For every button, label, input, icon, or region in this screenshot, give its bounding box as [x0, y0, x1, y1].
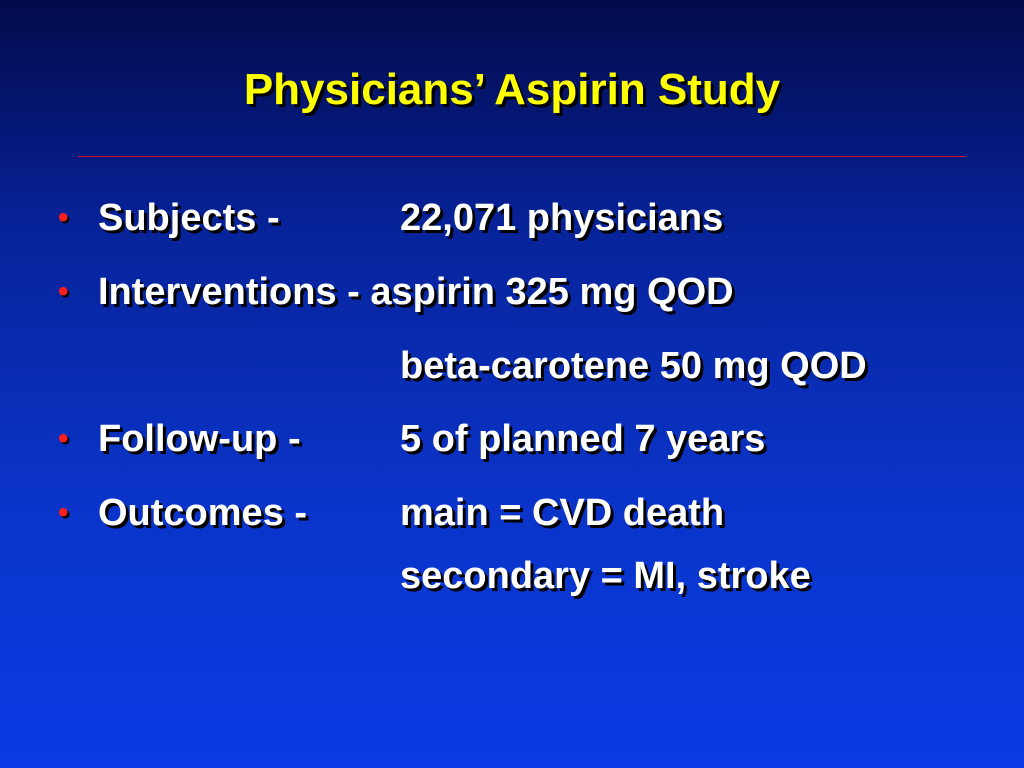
item-value: 22,071 physicians: [400, 197, 724, 239]
slide-title: Physicians’ Aspirin Study: [243, 65, 781, 114]
item-label: Interventions - aspirin 325 mg QOD: [98, 271, 734, 313]
item-value: 5 of planned 7 years: [400, 418, 766, 460]
item-value: beta-carotene 50 mg QOD: [400, 345, 867, 387]
bullet-icon: •: [58, 422, 69, 455]
item-value: secondary = MI, stroke: [400, 555, 811, 597]
item-label: Follow-up -: [98, 418, 301, 460]
item-label: Outcomes -: [98, 492, 308, 534]
bullet-icon: •: [58, 275, 69, 308]
item-value: main = CVD death: [400, 492, 725, 534]
title-divider: [78, 156, 966, 157]
bullet-icon: •: [58, 496, 69, 529]
item-label: Subjects -: [98, 197, 280, 239]
bullet-icon: •: [58, 201, 69, 234]
